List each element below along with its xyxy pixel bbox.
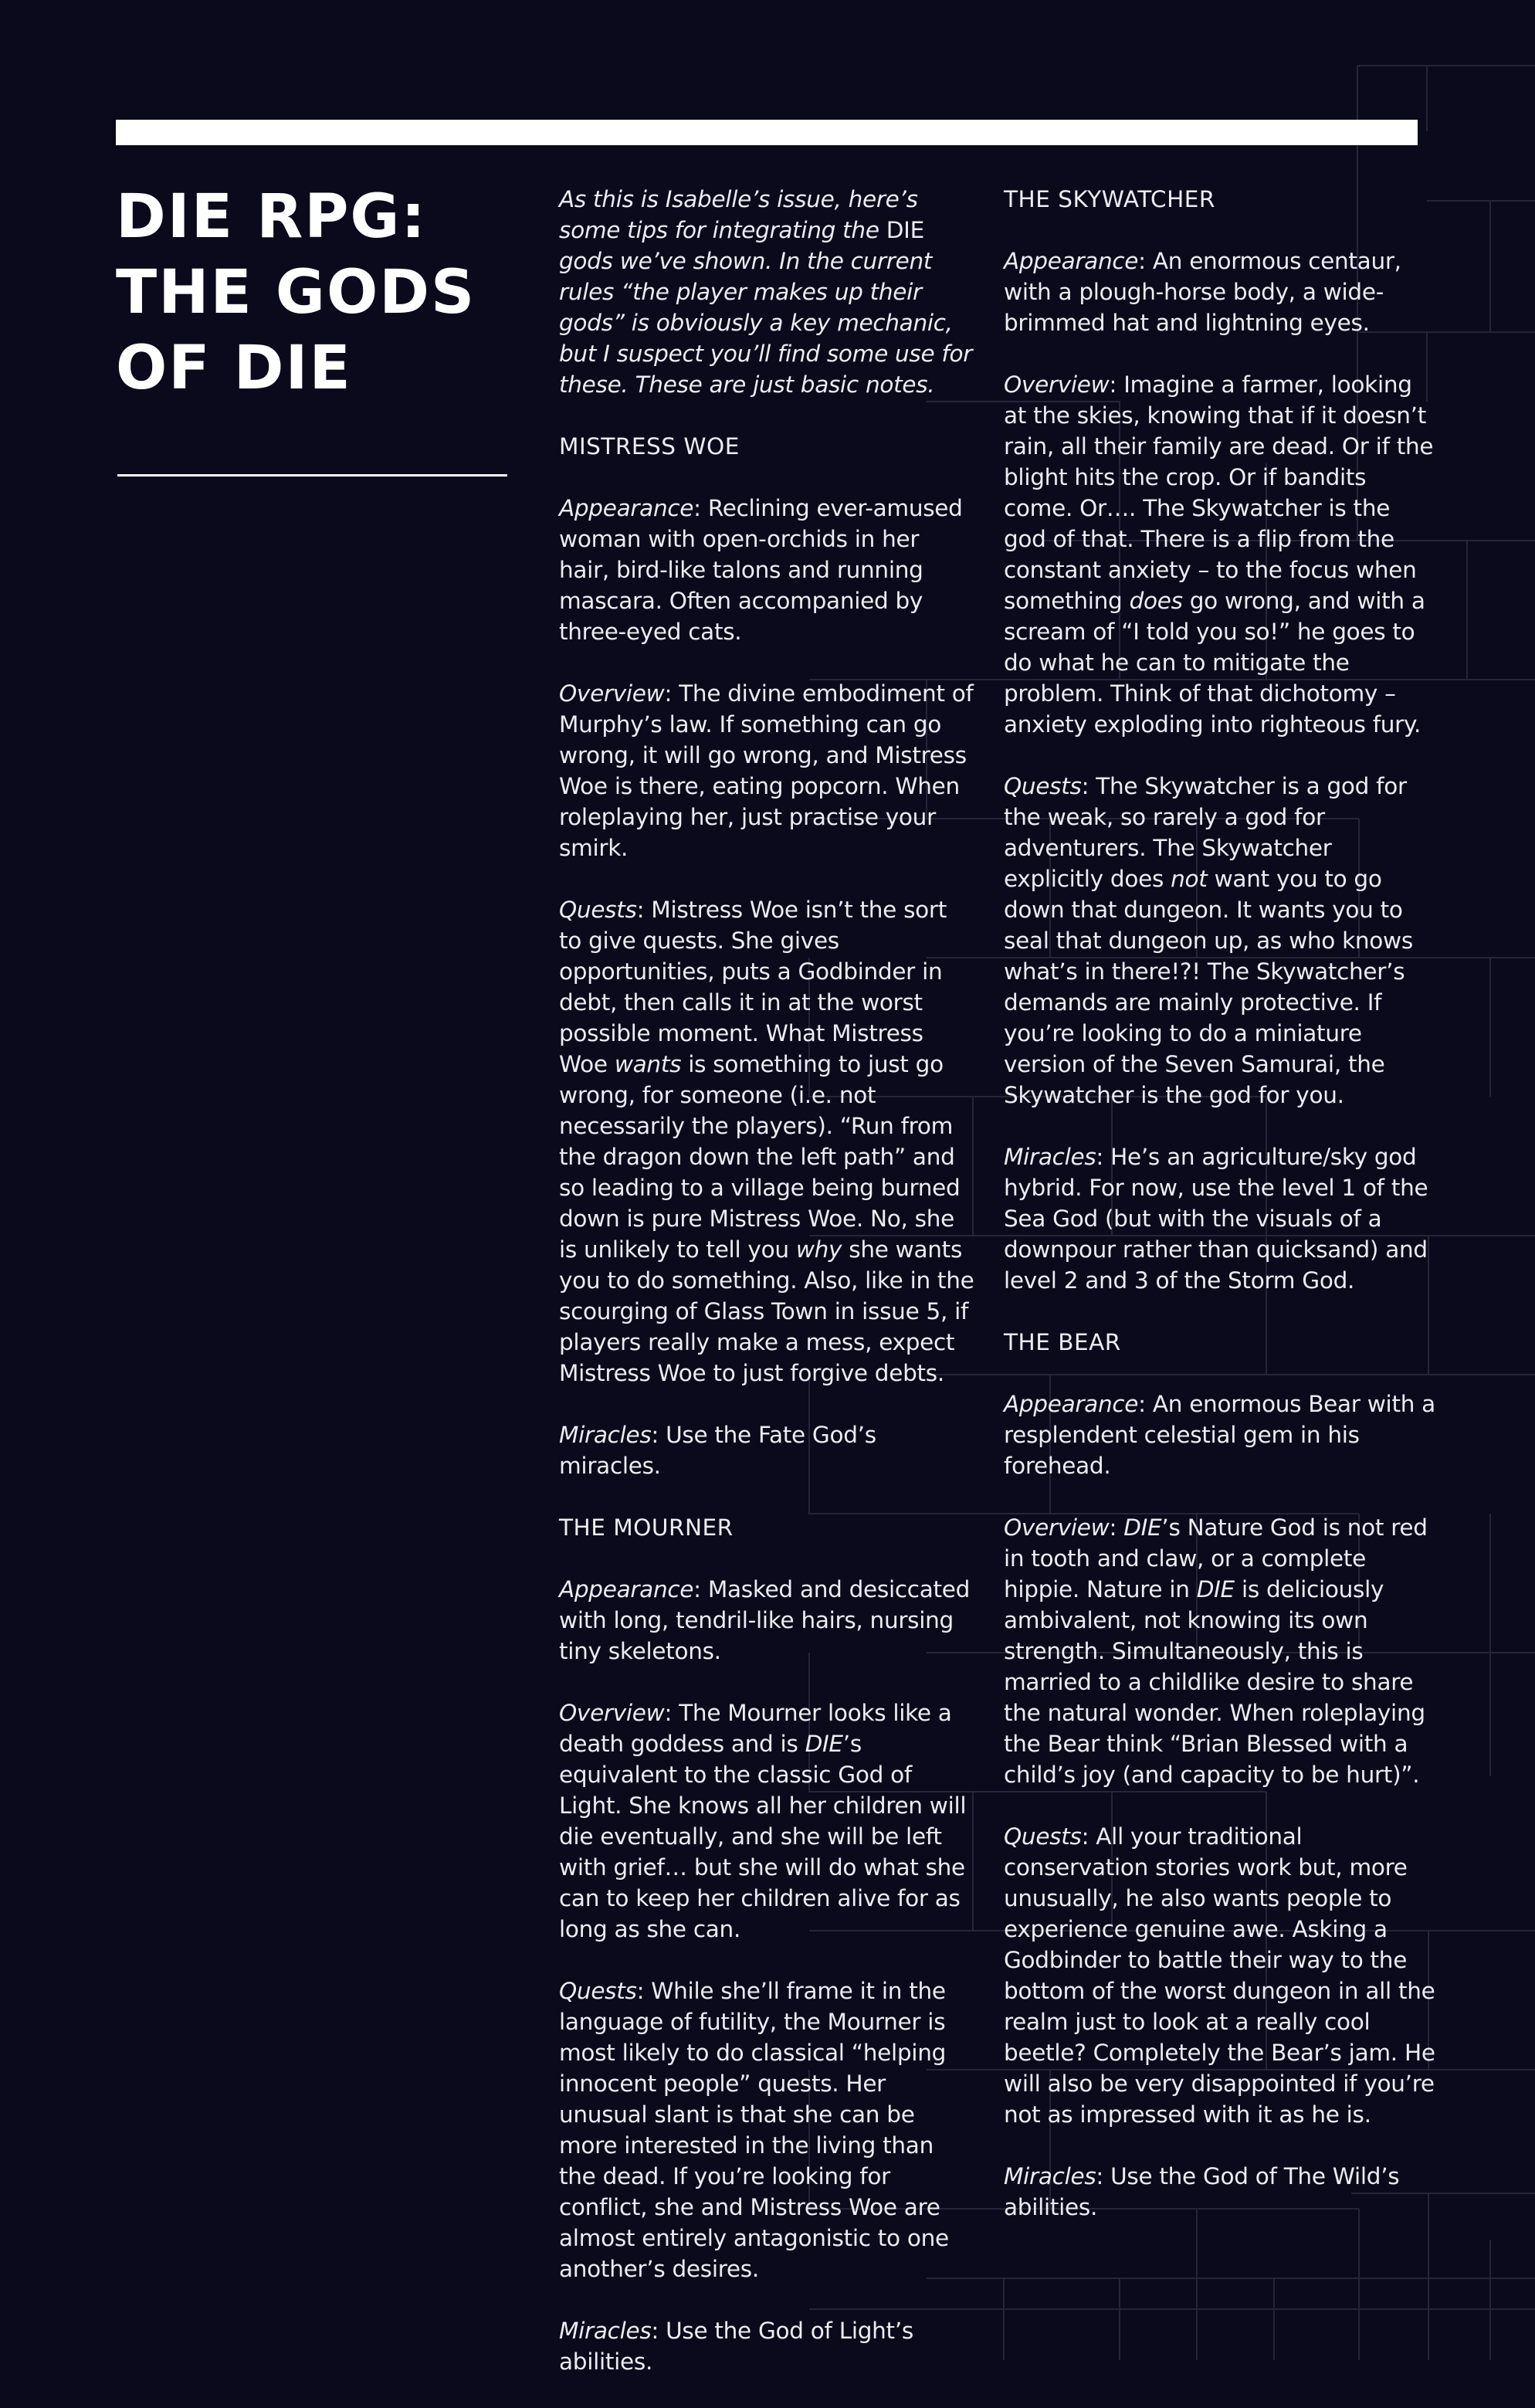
- section-heading-bear: THE BEAR: [1004, 1329, 1121, 1355]
- bear-overview: Overview: DIE’s Nature God is not red in tooth and claw, or a complete hippie. Nature in DIE is deliciously ambivalent, not knowing its own strength. Simultaneously, this is married to a childlike desire to share the natural wonder. When roleplaying the Bear think “Brian Blessed with a child’s joy (and capacity to be hurt)”.: [1004, 1514, 1428, 1788]
- skywatcher-appearance: Appearance: An enormous centaur, with a plough-horse body, a wide-brimmed hat and lightning eyes.: [1004, 248, 1401, 336]
- mistress-woe-overview: Overview: The divine embodiment of Murphy’s law. If something can go wrong, it will go wrong, and Mistress Woe is there, eating popcorn. When roleplaying her, just practise your smirk.: [559, 680, 974, 861]
- section-heading-mistress-woe: MISTRESS WOE: [559, 433, 740, 460]
- page-title: DIE RPG: THE GODS OF DIE: [116, 182, 476, 403]
- mistress-woe-appearance: Appearance: Reclining ever-amused woman with open-orchids in her hair, bird-like talons and running mascara. Often accompanied by three-eyed cats.: [559, 495, 963, 645]
- bear-quests: Quests: All your traditional conservation stories work but, more unusually, he also wants people to experience genuine awe. Asking a Godbinder to battle their way to the bottom of the worst dungeon in all the realm just to look at a really cool beetle? Completely the Bear’s jam. He will also be very disappointed if you’re not as impressed with it as he is.: [1004, 1823, 1435, 2128]
- bear-miracles: Miracles: Use the God of The Wild’s abilities.: [1004, 2163, 1400, 2220]
- section-heading-mourner: THE MOURNER: [559, 1514, 734, 1541]
- skywatcher-miracles: Miracles: He’s an agriculture/sky god hybrid. For now, use the level 1 of the Sea God (but with the visuals of a downpour rather than quicksand) and level 2 and 3 of the Storm God.: [1004, 1144, 1428, 1294]
- intro-paragraph: As this is Isabelle’s issue, here’s some tips for integrating the DIE gods we’ve shown. In the current rules “the player makes up their gods” is obviously a key mechanic, but I suspect you’ll find some use for these. These are just basic notes.: [559, 186, 973, 398]
- left-text-column: [559, 184, 976, 2408]
- mourner-quests: Quests: While she’ll frame it in the language of futility, the Mourner is most likely to do classical “helping innocent people” quests. Her unusual slant is that she can be more interested in the living than the dead. If you’re looking for conflict, she and Mistress Woe are almost entirely antagonistic to one another’s desires.: [559, 1978, 949, 2282]
- mourner-appearance: Appearance: Masked and desiccated with long, tendril-like hairs, nursing tiny skeletons.: [559, 1576, 971, 1664]
- top-accent-bar: [116, 120, 1418, 145]
- right-text-column: [1004, 184, 1436, 2254]
- skywatcher-overview: Overview: Imagine a farmer, looking at the skies, knowing that if it doesn’t rain, all their family are dead. Or if the blight hits the crop. Or if bandits come. Or…. The Skywatcher is the god of that. There is a flip from the constant anxiety – to the focus when something does go wrong, and with a scream of “I told you so!” he goes to do what he can to mitigate the problem. Think of that dichotomy – anxiety exploding into righteous fury.: [1004, 371, 1434, 738]
- skywatcher-quests: Quests: The Skywatcher is a god for the weak, so rarely a god for adventurers. The Skywatcher explicitly does not want you to go down that dungeon. It wants you to seal that dungeon up, as who knows what’s in there!?! The Skywatcher’s demands are mainly protective. If you’re looking to do a miniature version of the Seven Samurai, the Skywatcher is the god for you.: [1004, 773, 1413, 1108]
- mistress-woe-quests: Quests: Mistress Woe isn’t the sort to give quests. She gives opportunities, puts a Godbinder in debt, then calls it in at the worst possible moment. What Mistress Woe wants is something to just go wrong, for someone (i.e. not necessarily the players). “Run from the dragon down the left path” and so leading to a village being burned down is pure Mistress Woe. No, she is unlikely to tell you why she wants you to do something. Also, like in the scourging of Glass Town in issue 5, if players really make a mess, expect Mistress Woe to just forgive debts.: [559, 897, 974, 1386]
- mourner-miracles: Miracles: Use the God of Light’s abilities.: [559, 2318, 913, 2375]
- section-heading-skywatcher: THE SKYWATCHER: [1004, 186, 1215, 212]
- bear-appearance: Appearance: An enormous Bear with a resplendent celestial gem in his forehead.: [1004, 1391, 1435, 1479]
- mistress-woe-miracles: Miracles: Use the Fate God’s miracles.: [559, 1422, 876, 1479]
- mourner-overview: Overview: The Mourner looks like a death goddess and is DIE’s equivalent to the classic God of Light. She knows all her children will die eventually, and she will be left with grief… but she will do what she can to keep her children alive for as long as she can.: [559, 1700, 967, 1942]
- title-divider: [117, 474, 507, 477]
